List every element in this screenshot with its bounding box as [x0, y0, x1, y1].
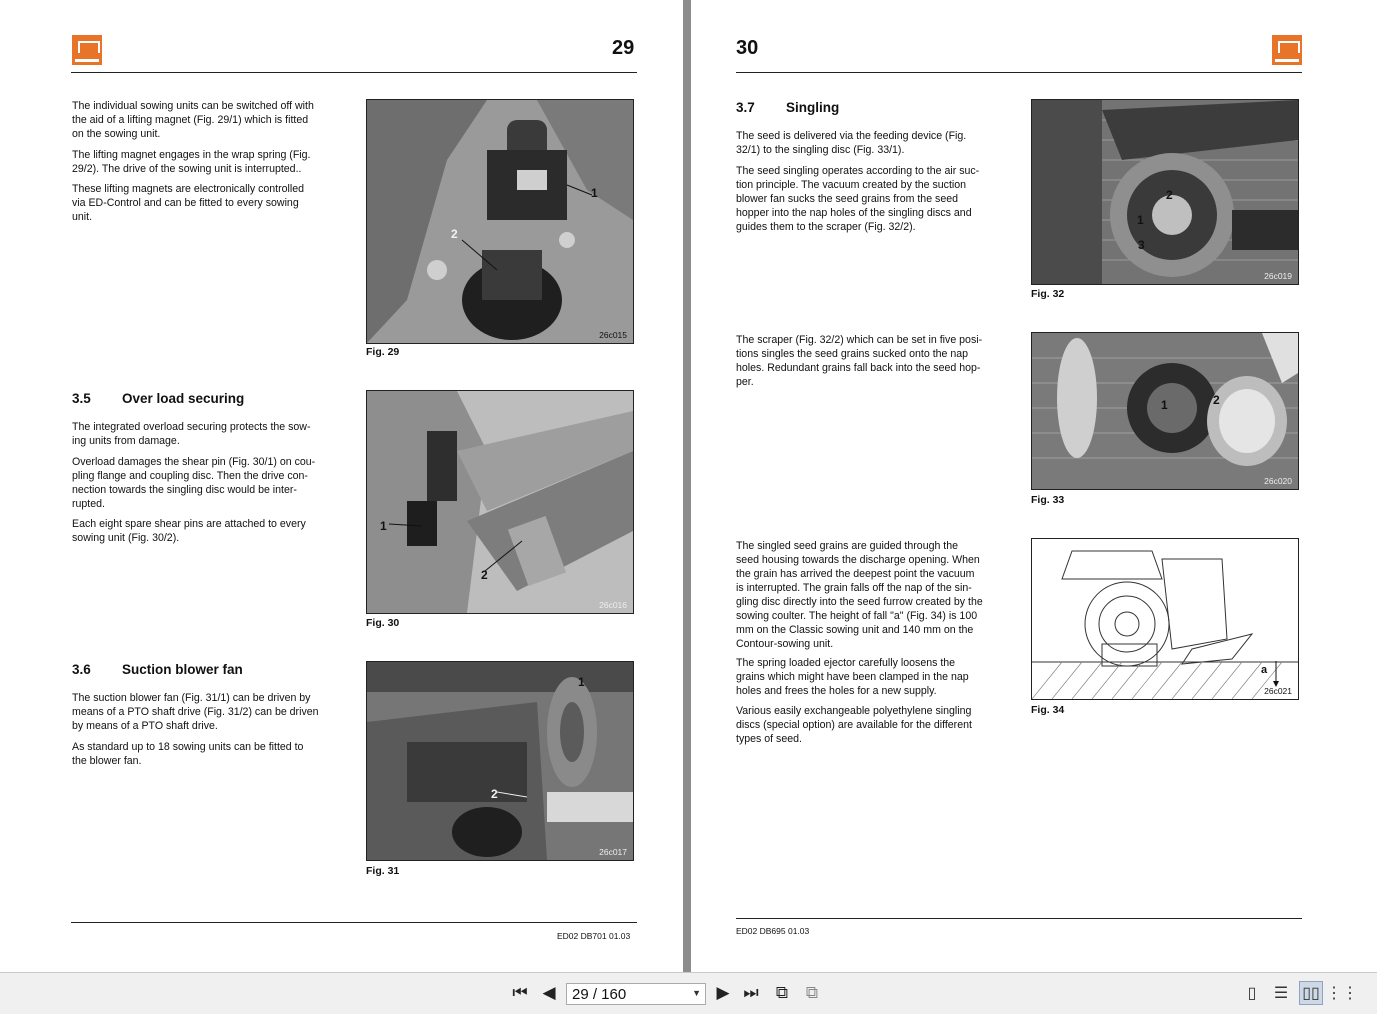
figure-30-illustration [367, 391, 633, 613]
figure-29-illustration [367, 100, 633, 343]
figure-32-illustration [1032, 100, 1298, 284]
continuous-view-icon[interactable]: ☰ [1273, 985, 1289, 1002]
callout-2: 2 [451, 227, 458, 241]
two-page-continuous-icon[interactable]: ⋮⋮ [1326, 985, 1358, 1002]
callout-1: 1 [578, 675, 585, 689]
paragraph: Various easily exchangeable polyethylene singling discs (special option) are available for the different types of seed. [736, 705, 972, 745]
brand-logo-icon [72, 35, 102, 65]
figure-32-image [1031, 99, 1299, 285]
page-number: 29 [612, 37, 635, 59]
paragraph: The integrated overload securing protects the sow- ing units from damage. [72, 421, 311, 447]
figure-code: 26c016 [599, 600, 627, 610]
paragraph: The seed singling operates according to the air suc- tion principle. The vacuum created by the suction blower fan sucks the seed grains from the seed hopper into the nap holes of the singling discs and guides them to the scraper (Fig. 32/2). [736, 165, 980, 233]
figure-34-label: Fig. 34 [1031, 704, 1065, 716]
previous-view-icon[interactable]: ⧉ [775, 983, 789, 1002]
section-3-6-heading [72, 662, 243, 677]
next-view-icon[interactable]: ⧉ [805, 983, 819, 1002]
section-title: Singling [786, 100, 840, 115]
paragraph: The scraper (Fig. 32/2) which can be set in five posi- tions singles the seed grains sucked onto the nap holes. Redundant grains fall back into the seed hop- per. [736, 334, 983, 388]
figure-33-image [1031, 332, 1299, 490]
section-number: 3.6 [72, 662, 91, 677]
navigation-toolbar [0, 972, 1377, 1014]
page-29 [0, 0, 683, 972]
footer-rule [736, 918, 1302, 919]
figure-29-label: Fig. 29 [366, 346, 400, 358]
paragraph: These lifting magnets are electronically controlled via ED-Control and can be fitted to every sowing unit. [72, 183, 305, 223]
figure-34-illustration [1032, 539, 1298, 699]
page-footer-code: ED02 DB701 01.03 [557, 931, 631, 941]
page-number: 30 [736, 37, 759, 59]
callout-2: 2 [1166, 188, 1173, 202]
figure-code: 26c020 [1264, 476, 1292, 486]
paragraph: The suction blower fan (Fig. 31/1) can be driven by means of a PTO shaft drive (Fig. 31/2) can be driven by means of a PTO shaft drive. [72, 692, 319, 732]
page-30 [691, 0, 1377, 972]
figure-30-label: Fig. 30 [366, 617, 400, 629]
figure-31-image [366, 661, 634, 861]
paragraph: The singled seed grains are guided through the seed housing towards the discharge opening. When the grain has arrived the deepest point the vacuum is interrupted. The grain falls off the nap of the sin- gling disc directly into the seed furrow created by the sowing coulter. The height of fall "a" (Fig. 34) is 100 mm on the Classic sowing unit and 140 mm on the Contour-sowing unit. [736, 540, 983, 650]
two-page-view-icon[interactable]: ▯▯ [1299, 981, 1323, 1005]
figure-code: 26c019 [1264, 271, 1292, 281]
figure-32-label: Fig. 32 [1031, 288, 1065, 300]
callout-3: 3 [1138, 238, 1145, 252]
figure-code: 26c017 [599, 847, 627, 857]
paragraph: The spring loaded ejector carefully loosens the grains which might have been clamped in the nap holes and frees the holes for a new supply. [736, 657, 969, 697]
brand-logo-icon [1272, 35, 1302, 65]
paragraph: The lifting magnet engages in the wrap spring (Fig. 29/2). The drive of the sowing unit is interrupted.. [72, 149, 311, 175]
callout-1: 1 [1161, 398, 1168, 412]
paragraph: The seed is delivered via the feeding device (Fig. 32/1) to the singling disc (Fig. 33/1). [736, 130, 967, 156]
section-3-7-heading [736, 100, 839, 115]
figure-31-illustration [367, 662, 633, 860]
paragraph: As standard up to 18 sowing units can be fitted to the blower fan. [72, 741, 304, 767]
page-number-input[interactable] [566, 983, 706, 1005]
figure-31-label: Fig. 31 [366, 865, 400, 877]
callout-1: 1 [380, 519, 387, 533]
section-3-5-heading [72, 391, 244, 406]
figure-30-image [366, 390, 634, 614]
callout-2: 2 [491, 787, 498, 801]
next-page-icon[interactable]: ▶ [716, 983, 730, 1002]
last-page-icon[interactable]: ⏭ [743, 983, 759, 1002]
section-number: 3.7 [736, 100, 755, 115]
header-rule [71, 72, 637, 73]
callout-2: 2 [1213, 393, 1220, 407]
footer-rule [71, 922, 637, 923]
paragraph: Overload damages the shear pin (Fig. 30/1) on cou- pling flange and coupling disc. Then the drive con- nection towards the singling disc would be inter- rupted. [72, 456, 316, 510]
figure-33-label: Fig. 33 [1031, 494, 1065, 506]
paragraph: Each eight spare shear pins are attached to every sowing unit (Fig. 30/2). [72, 518, 306, 544]
paragraph: The individual sowing units can be switched off with the aid of a lifting magnet (Fig. 29/1) which is fitted on the sowing unit. [72, 100, 314, 140]
page-footer-code: ED02 DB695 01.03 [736, 926, 810, 936]
first-page-icon[interactable]: ⏮ [512, 983, 528, 1002]
figure-29-image [366, 99, 634, 344]
figure-code: 26c021 [1264, 686, 1292, 696]
callout-2: 2 [481, 568, 488, 582]
figure-34-image [1031, 538, 1299, 700]
section-number: 3.5 [72, 391, 91, 406]
section-title: Over load securing [122, 391, 245, 406]
callout-1: 1 [591, 186, 598, 200]
single-page-view-icon[interactable]: ▯ [1247, 985, 1257, 1002]
callout-1: 1 [1137, 213, 1144, 227]
header-rule [736, 72, 1302, 73]
callout-a: a [1261, 664, 1268, 676]
previous-page-icon[interactable]: ◀ [542, 983, 556, 1002]
figure-code: 26c015 [599, 330, 627, 340]
chevron-down-icon[interactable]: ▼ [692, 988, 701, 998]
section-title: Suction blower fan [122, 662, 243, 677]
page-number-value: 29 / 160 [572, 985, 627, 1003]
